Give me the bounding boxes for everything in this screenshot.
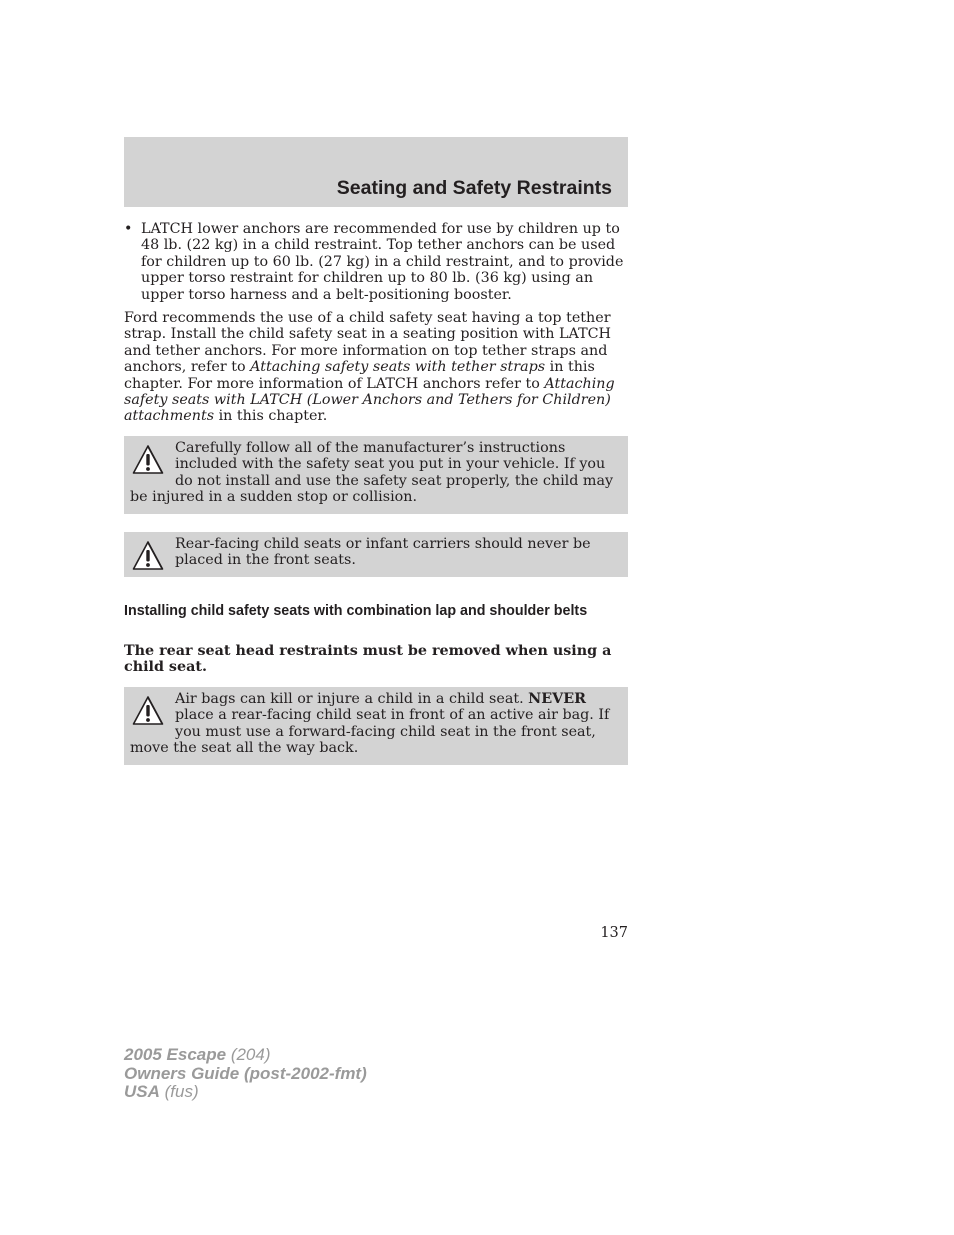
warning-text: Carefully follow all of the manufacturer’s instructions included with the safety seat you put in your vehicle. If you do not install and use the safety seat properly, the child may be injured in a sudden stop or collision. [130,440,614,506]
warning-box [124,532,628,577]
paragraph-text: in this chapter. For more information of LATCH anchors refer to [124,359,595,392]
bold-note: The rear seat head restraints must be removed when using a child seat. [124,643,612,676]
warning-box [124,687,628,765]
paragraph-text: Ford recommends the use of a child safety seat having a top tether strap. Install the child safety seat in a seating position with LATCH and tether anchors. For more information on top tether straps and anchors, refer to [124,310,612,376]
body-paragraph [124,310,628,425]
warning-text: Air bags can kill or injure a child in a child seat. [175,691,529,707]
cross-reference-latch: Attaching safety seats with LATCH (Lower Anchors and Tethers for Children) attachments [124,375,615,425]
bullet-marker: • [124,221,133,237]
section-header-band [124,137,628,207]
page-number: 137 [600,925,628,941]
footer-guide: Owners Guide (post-2002-fmt) [124,1063,367,1083]
paragraph-text: in this chapter. [214,408,328,425]
footer-model-code: (204) [226,1045,271,1064]
warning-triangle-icon [132,695,164,727]
bullet-text: LATCH lower anchors are recommended for use by children up to 48 lb. (22 kg) in a child restraint. Top tether anchors can be used for children up to 60 lb. (27 kg) in a child restraint, and to provide upper torso restraint for children up to 80 lb. (36 kg) using an upper torso harness and a belt-positioning booster. [141,221,624,303]
warning-triangle-icon [132,540,164,572]
footer-market: USA [124,1082,160,1101]
footer-model: 2005 Escape [124,1045,227,1064]
bullet-item [124,221,628,303]
section-title: Seating and Safety Restraints [336,177,612,199]
cross-reference-tether: Attaching safety seats with tether straps [250,359,546,376]
document-footer [124,1046,367,1102]
footer-market-code: (fus) [159,1082,199,1101]
warning-text: place a rear-facing child seat in front of an active air bag. If you must use a forward-facing child seat in the front seat, move the seat all the way back. [130,707,610,757]
warning-triangle-icon [132,444,164,476]
section-heading: Installing child safety seats with combination lap and shoulder belts [124,603,588,619]
warning-emphasis: NEVER [528,691,587,707]
warning-box [124,436,628,514]
warning-text: Rear-facing child seats or infant carriers should never be placed in the front seats. [175,536,591,569]
